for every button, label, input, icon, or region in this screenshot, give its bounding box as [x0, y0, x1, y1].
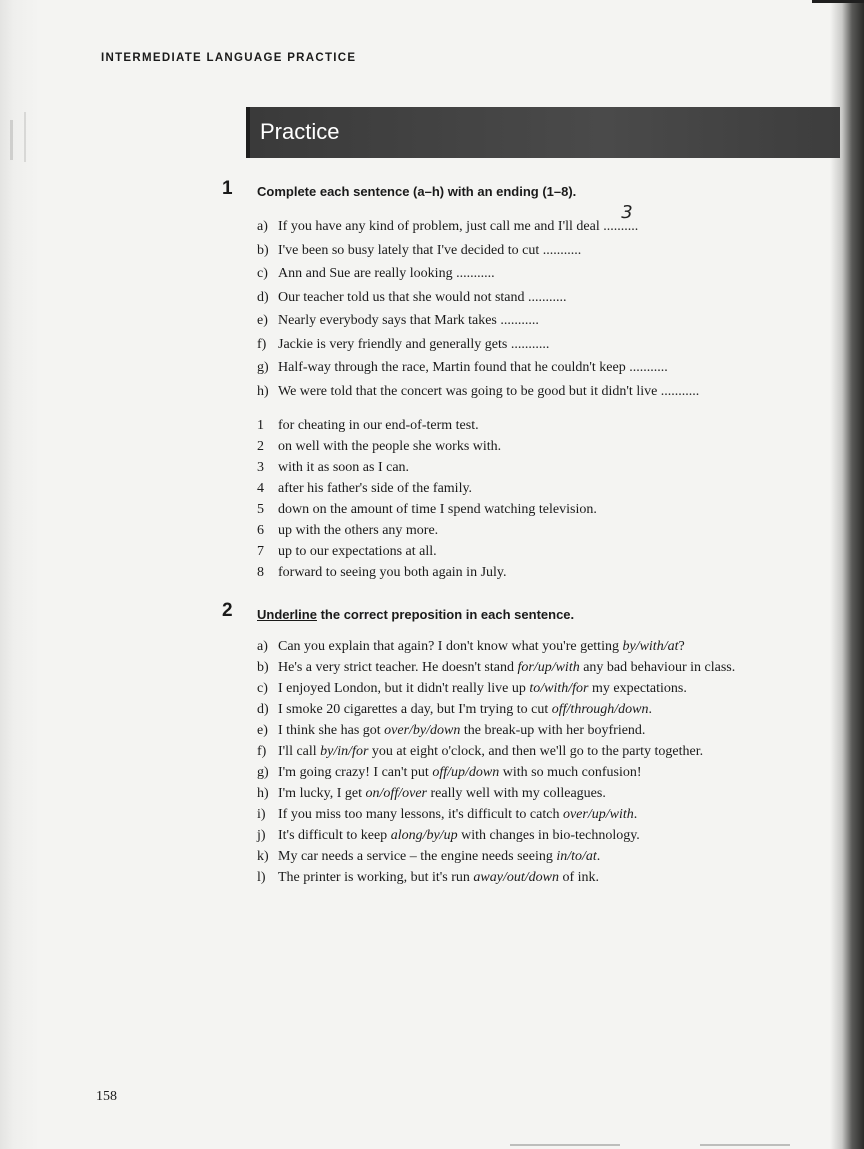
list-item: [257, 478, 597, 499]
endings-list: [257, 415, 597, 583]
item-letter: c): [257, 681, 268, 696]
item-text: up with the others any more.: [278, 523, 439, 538]
list-item: [257, 333, 699, 357]
item-text: any bad behaviour in class.: [579, 660, 736, 675]
item-text: Half-way through the race, Martin found that he couldn't keep ...........: [278, 360, 668, 375]
item-text: Ann and Sue are really looking ...........: [278, 266, 495, 281]
page-number: 158: [96, 1089, 117, 1104]
item-letter: k): [257, 849, 269, 864]
item-text: on well with the people she works with.: [278, 439, 502, 454]
item-letter: f): [257, 744, 267, 759]
item-text: of ink.: [558, 870, 600, 885]
list-item: [257, 262, 699, 286]
item-text: with changes in bio-technology.: [457, 828, 640, 843]
preposition-options: off/through/down: [551, 702, 649, 717]
item-letter: a): [257, 219, 268, 234]
list-item: [257, 699, 817, 720]
preposition-options: to/with/for: [529, 681, 589, 696]
list-item: [257, 436, 597, 457]
preposition-options: by/in/for: [320, 744, 369, 759]
item-letter: h): [257, 786, 269, 801]
list-item: [257, 499, 597, 520]
item-text: after his father's side of the family.: [278, 481, 473, 496]
preposition-options: over/by/down: [384, 723, 461, 738]
item-text: I enjoyed London, but it didn't really live up: [278, 681, 530, 696]
list-item: [257, 415, 597, 436]
list-item: [257, 783, 817, 804]
list-item: [257, 309, 699, 333]
list-item: [257, 678, 817, 699]
item-letter: i): [257, 807, 266, 822]
exercise-instruction: Complete each sentence (a–h) with an ending (1–8).: [257, 184, 577, 199]
preposition-options: over/up/with: [562, 807, 634, 822]
list-item: [257, 867, 817, 888]
item-text: with it as soon as I can.: [278, 460, 410, 475]
item-text: forward to seeing you both again in July.: [278, 565, 507, 580]
item-letter: b): [257, 660, 269, 675]
list-item: [257, 720, 817, 741]
list-item: [257, 636, 817, 657]
item-letter: f): [257, 336, 267, 352]
item-letter: d): [257, 289, 269, 305]
item-number: 5: [257, 502, 264, 517]
item-number: 1: [257, 418, 264, 433]
list-item: [257, 356, 699, 380]
item-letter: e): [257, 313, 268, 328]
preposition-list: [257, 636, 817, 888]
item-letter: g): [257, 765, 269, 780]
list-item: [257, 762, 817, 783]
list-item: [257, 804, 817, 825]
item-letter: j): [257, 828, 266, 843]
running-head: INTERMEDIATE LANGUAGE PRACTICE: [101, 52, 357, 64]
item-text: My car needs a service – the engine needs seeing: [278, 849, 557, 864]
item-text: .: [596, 849, 601, 864]
item-text: It's difficult to keep: [278, 828, 391, 843]
item-text: He's a very strict teacher. He doesn't stand: [278, 660, 518, 675]
item-letter: d): [257, 702, 269, 717]
item-letter: e): [257, 723, 268, 738]
list-item: [257, 239, 699, 263]
preposition-options: away/out/down: [473, 870, 559, 885]
section-banner: [246, 107, 840, 158]
list-item: [257, 541, 597, 562]
item-text: I'm going crazy! I can't put: [278, 765, 433, 780]
list-item: [257, 562, 597, 583]
item-number: 6: [257, 523, 264, 538]
scan-mark: [510, 1144, 810, 1146]
preposition-options: along/by/up: [390, 828, 458, 843]
item-number: 8: [257, 565, 264, 580]
blank-dots: ..........: [603, 219, 639, 234]
preposition-options: on/off/over: [365, 786, 427, 801]
item-text: my expectations.: [588, 681, 687, 696]
list-item: [257, 202, 699, 239]
list-item: [257, 520, 597, 541]
item-text: I'll call: [278, 744, 321, 759]
item-text: If you have any kind of problem, just call me and I'll deal: [278, 219, 604, 234]
item-letter: c): [257, 266, 268, 281]
item-text: We were told that the concert was going to be good but it didn't live ...........: [278, 383, 700, 399]
handwritten-answer: 3: [621, 202, 633, 223]
preposition-options: off/up/down: [432, 765, 500, 780]
exercise-instruction: [257, 607, 574, 622]
list-item: [257, 380, 699, 404]
item-number: 2: [257, 439, 264, 454]
scan-mark: [10, 120, 13, 160]
item-text: I'm lucky, I get: [278, 786, 366, 801]
item-letter: l): [257, 870, 266, 885]
item-text: .: [633, 807, 638, 822]
list-item: [257, 657, 817, 678]
item-text: with so much confusion!: [499, 765, 642, 780]
item-text: the break-up with her boyfriend.: [460, 723, 646, 738]
left-page-edge: [0, 0, 40, 1149]
item-text: Our teacher told us that she would not stand ...........: [278, 289, 567, 305]
preposition-options: in/to/at: [556, 849, 597, 864]
item-text: .: [648, 702, 652, 717]
item-text: Jackie is very friendly and generally gets ...........: [278, 336, 550, 352]
item-letter: h): [257, 383, 269, 399]
item-text: If you miss too many lessons, it's difficult to catch: [278, 807, 563, 822]
preposition-options: by/with/at: [622, 639, 679, 654]
item-text: for cheating in our end-of-term test.: [278, 418, 479, 433]
item-letter: b): [257, 242, 269, 258]
instruction-text: the correct preposition in each sentence.: [316, 607, 575, 622]
item-text: I smoke 20 cigarettes a day, but I'm trying to cut: [278, 702, 552, 717]
sentence-list: [257, 202, 700, 403]
exercise-number: 2: [222, 600, 233, 621]
item-text: The printer is working, but it's run: [278, 870, 474, 885]
scan-mark: [812, 0, 864, 3]
item-text: ?: [678, 639, 685, 654]
list-item: [257, 286, 699, 310]
item-text: up to our expectations at all.: [278, 544, 437, 559]
item-number: 3: [257, 460, 264, 475]
section-title: Practice: [260, 119, 340, 144]
item-number: 7: [257, 544, 264, 559]
instruction-keyword: Underline: [257, 607, 317, 622]
item-text: really well with my colleagues.: [426, 786, 606, 801]
item-text: you at eight o'clock, and then we'll go to the party together.: [368, 744, 704, 759]
list-item: [257, 457, 597, 478]
answer-blank: [603, 202, 639, 239]
scan-mark: [24, 112, 26, 162]
item-text: Nearly everybody says that Mark takes ...........: [278, 313, 539, 328]
list-item: [257, 825, 817, 846]
item-letter: g): [257, 360, 269, 375]
exercise-number: 1: [222, 178, 233, 199]
preposition-options: for/up/with: [517, 660, 580, 675]
item-text: I think she has got: [278, 723, 385, 738]
right-page-edge: [830, 0, 864, 1149]
item-number: 4: [257, 481, 264, 496]
item-letter: a): [257, 639, 268, 654]
item-text: down on the amount of time I spend watching television.: [278, 502, 597, 517]
item-text: I've been so busy lately that I've decided to cut ...........: [278, 242, 582, 258]
list-item: [257, 846, 817, 867]
list-item: [257, 741, 817, 762]
item-text: Can you explain that again? I don't know what you're getting: [278, 639, 623, 654]
